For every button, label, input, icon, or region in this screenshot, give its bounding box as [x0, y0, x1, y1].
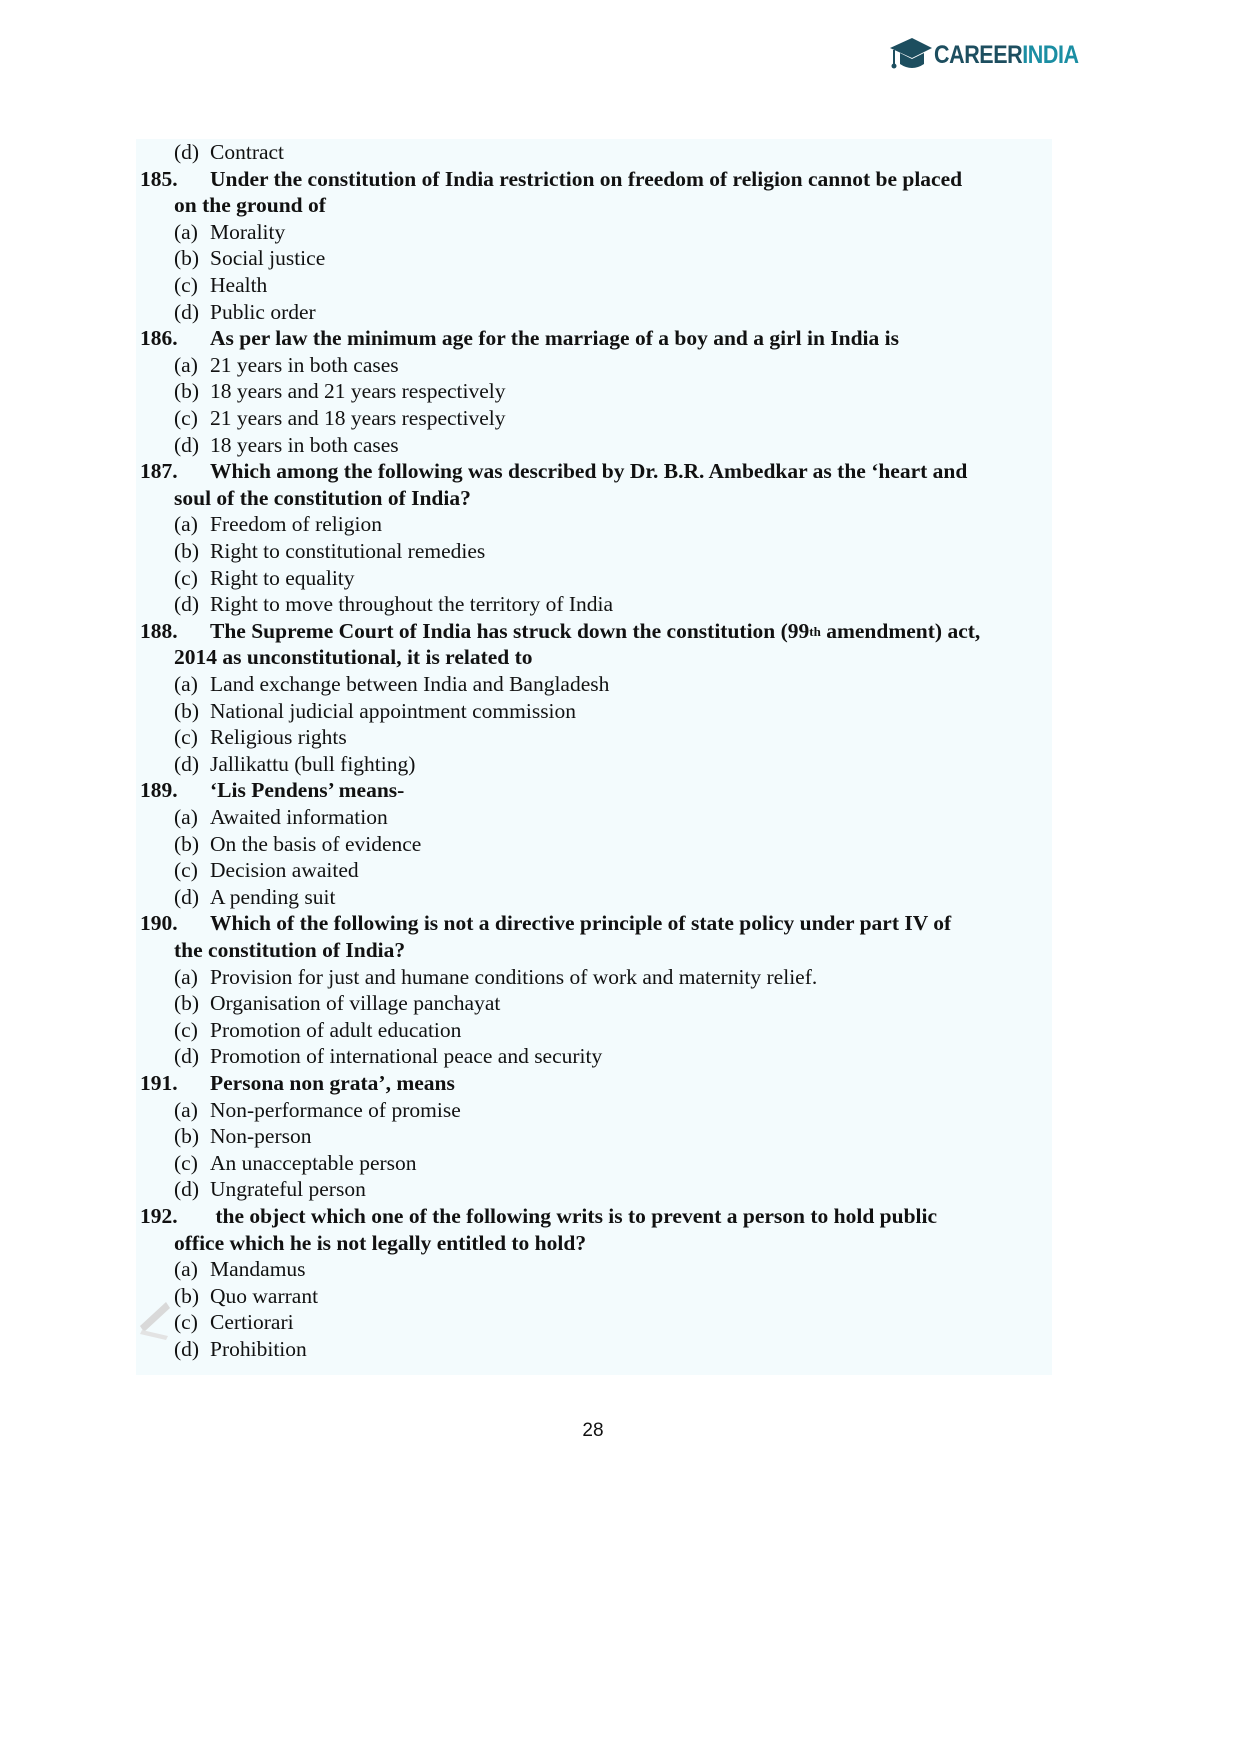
option-text: Provision for just and humane conditions of work and maternity relief.: [210, 964, 818, 989]
graduation-cap-icon: [888, 34, 932, 76]
option-content: [174, 1017, 461, 1044]
option-content: [174, 1150, 417, 1177]
question-number: 186.: [140, 326, 178, 351]
option-label: (d): [174, 299, 200, 324]
question-text-part: Which among the following was described by Dr. B.R. Ambedkar as the ‘heart and: [210, 459, 968, 484]
option-label: (c): [174, 273, 198, 297]
option-text: Contract: [210, 140, 285, 164]
option-text: Jallikattu (bull fighting): [210, 751, 416, 776]
option-label: (d): [174, 884, 200, 909]
option-label: (a): [174, 1257, 198, 1282]
option-label: (a): [174, 219, 198, 244]
question-text-part: the object which one of the following writs is to prevent a person to hold public: [210, 1204, 938, 1228]
option-content: [174, 272, 267, 299]
option-label: (c): [174, 406, 198, 430]
question-text: on the ground of: [174, 193, 326, 218]
option-label: (d): [174, 592, 200, 617]
question-text: [210, 1203, 937, 1230]
option-text: Right to move throughout the territory of India: [210, 592, 614, 617]
option-text: On the basis of evidence: [210, 831, 422, 856]
option-label: (c): [174, 1310, 198, 1335]
option-content: [174, 511, 382, 538]
option-content: [174, 1123, 312, 1150]
option-content: [174, 964, 817, 991]
page-number: 28: [582, 1420, 604, 1441]
option-label: (d): [174, 1337, 200, 1361]
question-list: [136, 139, 1052, 1375]
option-label: (b): [174, 991, 200, 1016]
option-content: [174, 352, 399, 379]
option-label: (a): [174, 512, 198, 537]
option-content: [174, 1176, 366, 1203]
option-text: A pending suit: [210, 884, 336, 909]
option-content: [174, 591, 613, 618]
option-label: (a): [174, 352, 198, 377]
question-text: [210, 910, 951, 937]
option-label: (a): [174, 1097, 198, 1122]
option-text: Promotion of international peace and security: [210, 1044, 603, 1069]
option-text: 18 years in both cases: [210, 432, 399, 457]
option-text: Morality: [210, 219, 286, 244]
option-label: (b): [174, 379, 200, 404]
question-text-part: As per law the minimum age for the marriage of a boy and a girl in India is: [210, 326, 899, 351]
option-text: Mandamus: [210, 1257, 306, 1282]
option-text: Certiorari: [210, 1310, 294, 1335]
option-label: (d): [174, 1177, 200, 1202]
option-label: (d): [174, 432, 200, 457]
option-text: Public order: [210, 299, 316, 324]
option-label: (b): [174, 1283, 200, 1308]
question-number: 189.: [140, 778, 178, 803]
question-number: 187.: [140, 459, 178, 484]
option-text: Promotion of adult education: [210, 1017, 462, 1042]
question-text-part: Which of the following is not a directive principle of state policy under part IV of: [210, 911, 952, 936]
option-content: [174, 990, 500, 1017]
question-number: 188.: [140, 618, 178, 643]
option-content: [174, 1309, 294, 1336]
option-text: Social justice: [210, 246, 326, 271]
question-text: [210, 777, 404, 804]
option-content: [174, 405, 506, 432]
option-content: [174, 139, 284, 166]
option-text: An unacceptable person: [210, 1150, 417, 1175]
question-number: 192.: [140, 1204, 178, 1228]
question-text: [210, 166, 962, 193]
question-text: [210, 325, 899, 352]
option-content: [174, 1256, 306, 1283]
option-text: Religious rights: [210, 725, 347, 750]
option-content: [174, 432, 399, 459]
logo-career-text: CAREER: [934, 40, 1023, 69]
option-content: [174, 245, 325, 272]
option-text: 18 years and 21 years respectively: [210, 379, 506, 404]
option-label: (b): [174, 539, 200, 563]
logo-india-text: INDIA: [1022, 40, 1079, 69]
option-content: [174, 751, 415, 778]
option-content: [174, 378, 506, 405]
option-label: (b): [174, 698, 200, 723]
option-text: National judicial appointment commission: [210, 698, 577, 723]
option-label: (c): [174, 1017, 198, 1042]
option-content: [174, 565, 355, 592]
option-text: Land exchange between India and Bangladesh: [210, 672, 610, 696]
question-text-part: ‘Lis Pendens’ means-: [210, 778, 405, 803]
question-number: 190.: [140, 911, 178, 936]
option-content: [174, 671, 609, 698]
question-text: [210, 618, 980, 645]
option-label: (d): [174, 1044, 200, 1069]
career-india-logo: [888, 34, 1102, 76]
question-text: office which he is not legally entitled to hold?: [174, 1230, 587, 1255]
option-content: [174, 1336, 307, 1363]
question-text: 2014 as unconstitutional, it is related to: [174, 645, 533, 670]
option-text: 21 years and 18 years respectively: [210, 406, 506, 430]
option-label: (b): [174, 246, 200, 271]
option-label: (c): [174, 565, 198, 590]
option-text: Decision awaited: [210, 858, 359, 883]
question-number: 185.: [140, 166, 178, 191]
option-content: [174, 724, 347, 751]
option-label: (b): [174, 1124, 200, 1149]
option-text: Quo warrant: [210, 1283, 319, 1308]
option-label: (c): [174, 1150, 198, 1175]
option-content: [174, 1043, 602, 1070]
superscript: th: [809, 623, 821, 639]
option-text: 21 years in both cases: [210, 352, 399, 377]
option-text: Freedom of religion: [210, 512, 382, 537]
option-content: [174, 698, 576, 725]
option-content: [174, 884, 335, 911]
option-text: Right to equality: [210, 565, 355, 590]
option-label: (d): [174, 140, 200, 164]
logo-wordmark: [934, 40, 1079, 69]
option-content: [174, 804, 388, 831]
option-label: (c): [174, 858, 198, 883]
option-text: Organisation of village panchayat: [210, 991, 501, 1016]
option-text: Ungrateful person: [210, 1177, 366, 1202]
option-text: Prohibition: [210, 1337, 307, 1361]
option-text: Health: [210, 273, 268, 297]
option-text: Non-performance of promise: [210, 1097, 461, 1122]
question-text: [210, 1070, 455, 1097]
question-text: [210, 458, 967, 485]
question-text: the constitution of India?: [174, 938, 406, 962]
question-text-part: The Supreme Court of India has struck down the constitution (99: [210, 618, 810, 643]
option-content: [174, 219, 285, 246]
option-content: [174, 1283, 318, 1310]
option-content: [174, 831, 421, 858]
question-text: soul of the constitution of India?: [174, 485, 471, 510]
option-content: [174, 299, 316, 326]
question-number: 191.: [140, 1071, 178, 1095]
option-text: Awaited information: [210, 805, 388, 829]
option-label: (b): [174, 831, 200, 856]
option-label: (a): [174, 964, 198, 989]
option-text: Right to constitutional remedies: [210, 539, 486, 563]
option-label: (c): [174, 725, 198, 750]
option-content: [174, 538, 485, 565]
question-text-part: Under the constitution of India restriction on freedom of religion cannot be placed: [210, 166, 963, 191]
option-label: (a): [174, 805, 198, 829]
option-label: (d): [174, 751, 200, 776]
option-content: [174, 857, 359, 884]
option-content: [174, 1097, 461, 1124]
option-label: (a): [174, 672, 198, 696]
question-text-part: amendment) act,: [820, 618, 981, 643]
question-text-part: Persona non grata’, means: [210, 1071, 455, 1095]
option-text: Non-person: [210, 1124, 312, 1149]
watermark-mark: [138, 1300, 172, 1340]
